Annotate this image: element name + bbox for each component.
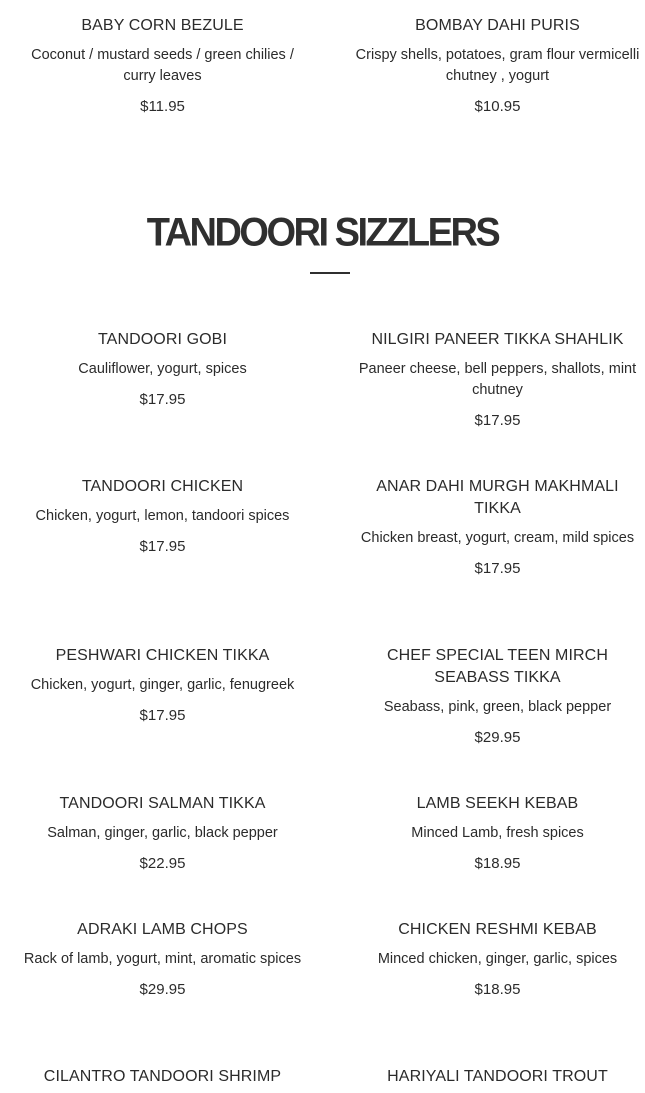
menu-item-name: CHICKEN RESHMI KEBAB — [398, 921, 597, 938]
section-divider — [310, 272, 350, 274]
menu-item-tandoori-chicken — [20, 476, 305, 557]
menu-item-anar-dahi-murgh-makhmali-tikka — [355, 476, 640, 579]
menu-item-nilgiri-paneer-tikka-shahlik — [355, 329, 640, 431]
menu-item-description: Minced Lamb, fresh spices — [411, 825, 584, 841]
menu-item-name: ANAR DAHI MURGH MAKHMALI TIKKA — [376, 478, 619, 517]
menu-item-price: $22.95 — [139, 855, 186, 872]
menu-item-peshwari-chicken-tikka — [20, 645, 305, 726]
menu-item-name: HARIYALI TANDOORI TROUT — [387, 1068, 608, 1085]
menu-item-description: Chicken, yogurt, ginger, garlic, fenugreek — [30, 677, 295, 693]
menu-item-name: BOMBAY DAHI PURIS — [415, 17, 580, 34]
menu-item-price: $17.95 — [139, 538, 186, 555]
menu-item-price: $17.95 — [474, 412, 521, 429]
menu-item-tandoori-salman-tikka — [20, 793, 305, 874]
menu-item-description: Salman, ginger, garlic, black pepper — [47, 825, 278, 841]
menu-item-name: NILGIRI PANEER TIKKA SHAHLIK — [371, 331, 624, 348]
menu-item-price: $29.95 — [474, 729, 521, 746]
menu-item-price: $29.95 — [139, 981, 186, 998]
menu-item-description: Chicken breast, yogurt, cream, mild spices — [360, 530, 635, 546]
menu-item-price: $10.95 — [474, 98, 521, 115]
menu-item-price: $17.95 — [139, 707, 186, 724]
menu-item-description: Cauliflower, yogurt, spices — [78, 361, 247, 377]
menu-item-description: Minced chicken, ginger, garlic, spices — [377, 951, 618, 967]
menu-item-price: $17.95 — [139, 391, 186, 408]
menu-item-price: $11.95 — [140, 98, 185, 115]
menu-item-tandoori-gobi — [20, 329, 305, 410]
menu-item-name: CHEF SPECIAL TEEN MIRCH SEABASS TIKKA — [386, 647, 608, 686]
menu-item-hariyali-tandoori-trout — [355, 1066, 640, 1088]
menu-item-description: Rack of lamb, yogurt, mint, aromatic spices — [23, 951, 302, 967]
menu-item-description: Crispy shells, potatoes, gram flour vermicelli chutney , yogurt — [355, 47, 640, 84]
menu-item-name: CILANTRO TANDOORI SHRIMP — [43, 1068, 282, 1085]
menu-item-chef-special-teen-mirch-seabass-tikka — [355, 645, 640, 748]
menu-item-name: TANDOORI GOBI — [97, 331, 227, 348]
menu-item-bombay-dahi-puris — [355, 15, 640, 117]
menu-item-description: Paneer cheese, bell peppers, shallots, mint chutney — [358, 361, 637, 398]
menu-item-price: $18.95 — [474, 981, 521, 998]
menu-item-name: TANDOORI SALMAN TIKKA — [59, 795, 266, 812]
menu-item-price: $18.95 — [474, 855, 521, 872]
menu-item-name: TANDOORI CHICKEN — [81, 478, 244, 495]
menu-item-adraki-lamb-chops — [20, 919, 305, 1000]
menu-item-description: Coconut / mustard seeds / green chilies / curry leaves — [31, 47, 294, 84]
menu-item-cilantro-tandoori-shrimp — [20, 1066, 305, 1088]
menu-item-name: ADRAKI LAMB CHOPS — [77, 921, 248, 938]
menu-item-name: LAMB SEEKH KEBAB — [416, 795, 579, 812]
menu-item-baby-corn-bezule — [20, 15, 305, 117]
menu-item-lamb-seekh-kebab — [355, 793, 640, 874]
menu-item-chicken-reshmi-kebab — [355, 919, 640, 1000]
menu-item-price: $17.95 — [474, 560, 521, 577]
menu-item-description: Chicken, yogurt, lemon, tandoori spices — [35, 508, 290, 524]
menu-item-description: Seabass, pink, green, black pepper — [383, 699, 612, 715]
menu-item-name: PESHWARI CHICKEN TIKKA — [55, 647, 270, 664]
section-title: TANDOORI SIZZLERS — [146, 210, 499, 256]
menu-item-name: BABY CORN BEZULE — [81, 17, 244, 34]
